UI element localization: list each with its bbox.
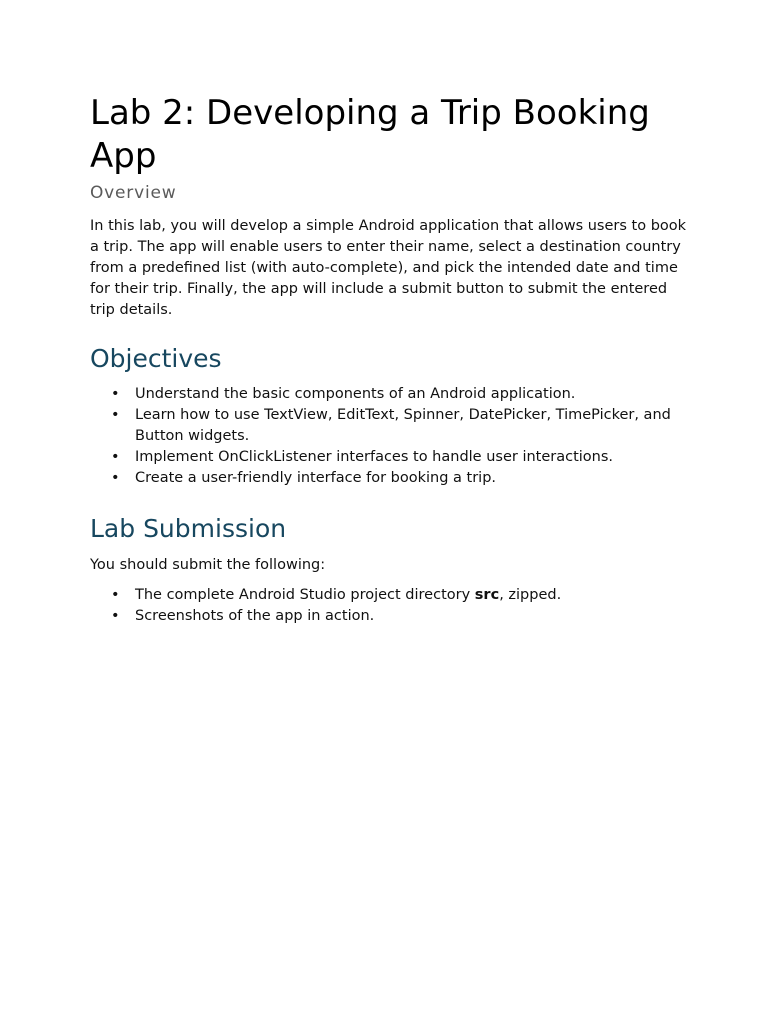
list-item <box>90 468 690 489</box>
objectives-list <box>90 384 690 489</box>
document-subtitle: Overview <box>90 183 177 203</box>
list-item-text-after: , zipped. <box>499 587 562 603</box>
bullet-icon: • <box>111 470 120 486</box>
list-item <box>90 447 690 468</box>
list-item <box>90 606 690 627</box>
list-item-text-before: The complete Android Studio project directory <box>135 587 475 603</box>
bullet-icon: • <box>111 587 120 603</box>
src-directory-name: src <box>474 587 500 603</box>
list-item <box>90 384 690 405</box>
list-item <box>90 585 690 606</box>
list-item-text: Screenshots of the app in action. <box>135 608 375 624</box>
list-item-text: Understand the basic components of an Android application. <box>135 386 576 402</box>
document-page <box>90 92 690 627</box>
list-item-text: Create a user-friendly interface for booking a trip. <box>135 470 497 486</box>
bullet-icon: • <box>111 407 120 423</box>
document-title: Lab 2: Developing a Trip Booking App <box>90 93 650 176</box>
bullet-icon: • <box>111 608 120 624</box>
list-item-text: Implement OnClickListener interfaces to handle user interactions. <box>135 449 614 465</box>
submission-list <box>90 585 690 627</box>
submission-heading: Lab Submission <box>90 514 287 543</box>
objectives-heading: Objectives <box>90 344 222 373</box>
overview-paragraph: In this lab, you will develop a simple Android application that allows users to book a trip. The app will enable users to enter their name, select a destination country from a predefined list (with auto-complete), and pick the intended date and time for their trip. Finally, the app will include a submit button to submit the entered trip details. <box>90 218 687 318</box>
submission-intro: You should submit the following: <box>90 557 326 573</box>
bullet-icon: • <box>111 386 120 402</box>
list-item <box>90 405 690 447</box>
list-item-text: Learn how to use TextView, EditText, Spinner, DatePicker, TimePicker, and Button widgets. <box>135 407 671 444</box>
bullet-icon: • <box>111 449 120 465</box>
